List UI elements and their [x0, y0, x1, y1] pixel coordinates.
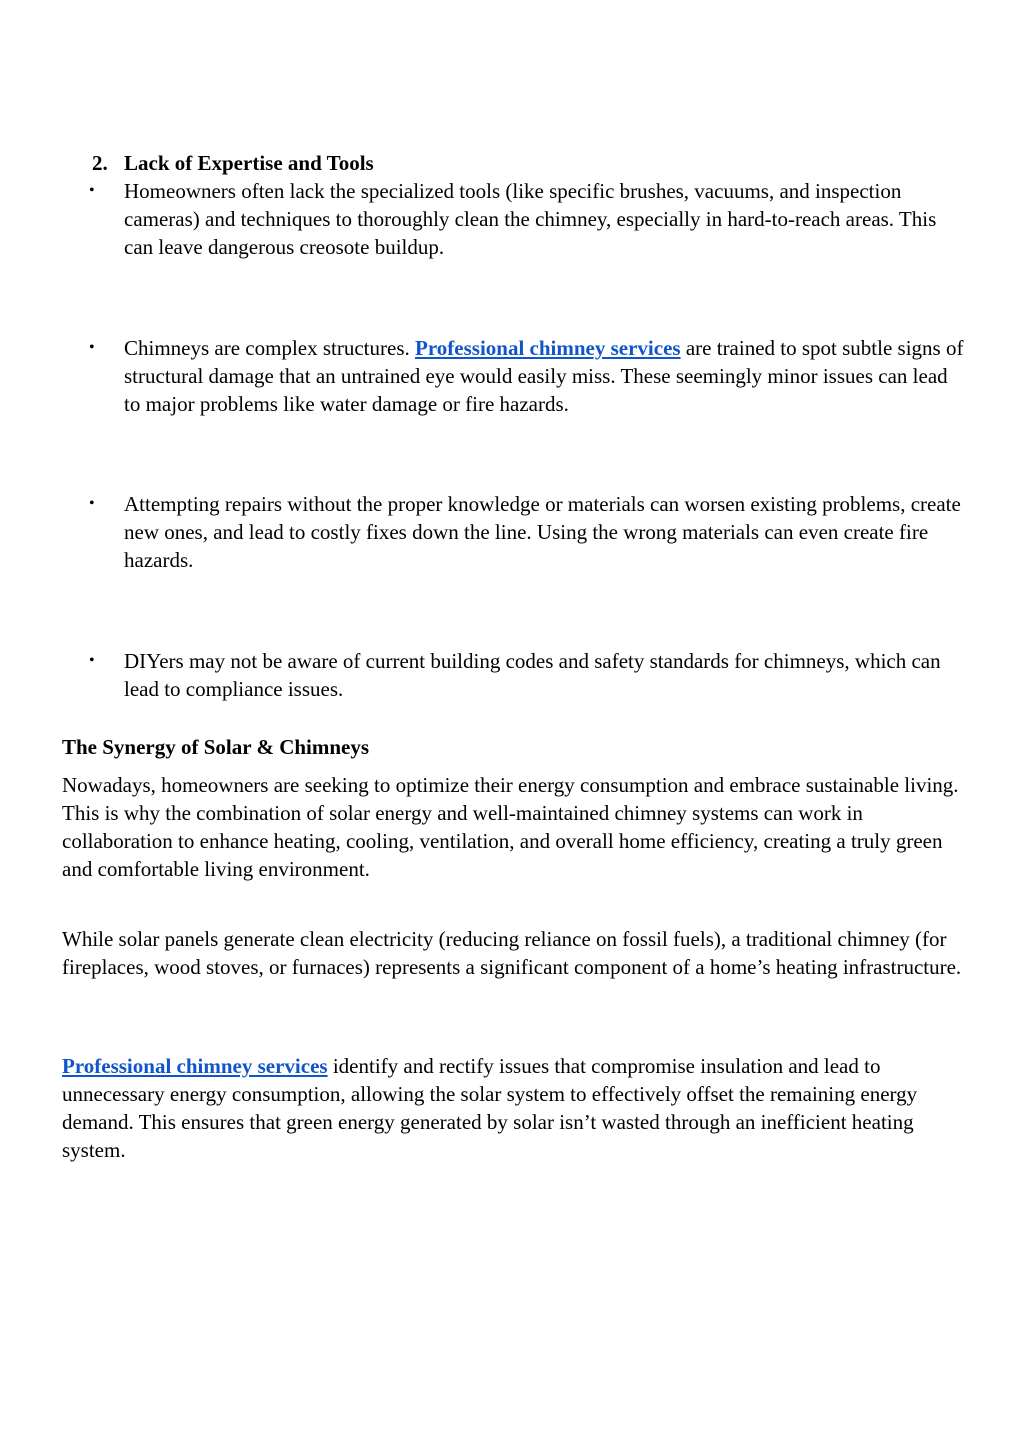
bullet-icon: • — [89, 652, 95, 669]
list-item — [89, 177, 969, 261]
list-item-text — [124, 334, 969, 418]
bullet-icon: • — [89, 495, 95, 512]
list-item-text-before: Chimneys are complex structures. — [124, 336, 416, 360]
section-title: Lack of Expertise and Tools — [124, 151, 374, 175]
list-item — [89, 490, 969, 574]
list-item-text: DIYers may not be aware of current building codes and safety standards for chimneys, which can lead to compliance issues. — [124, 649, 941, 701]
synergy-paragraph-3 — [62, 1052, 967, 1164]
list-item — [89, 647, 969, 703]
synergy-heading: The Synergy of Solar & Chimneys — [62, 735, 370, 759]
synergy-paragraph-2: While solar panels generate clean electricity (reducing reliance on fossil fuels), a traditional chimney (for fireplaces, wood stoves, or furnaces) represents a significant component of a home’s heating infrastructure. — [62, 927, 962, 979]
paragraph-text-after: identify and rectify issues that compromise insulation and lead to unnecessary energy consumption, allowing the solar system to effectively offset the remaining energy demand. This ensures that green energy generated by solar isn’t wasted through an inefficient heating system. — [62, 1054, 918, 1162]
list-item-text: Homeowners often lack the specialized tools (like specific brushes, vacuums, and inspection cameras) and techniques to thoroughly clean the chimney, especially in hard-to-reach areas. This can leave dangerous creosote buildup. — [124, 179, 937, 259]
list-number: 2. — [92, 151, 108, 175]
bullet-icon: • — [89, 182, 95, 199]
synergy-paragraph-1: Nowadays, homeowners are seeking to optimize their energy consumption and embrace sustainable living. This is why the combination of solar energy and well-maintained chimney systems can work in collaboration to enhance heating, cooling, ventilation, and overall home efficiency, creating a truly green and comfortable living environment. — [62, 773, 959, 881]
section-heading-lack-of-expertise — [92, 149, 374, 177]
list-item — [89, 334, 969, 418]
list-item-text: Attempting repairs without the proper knowledge or materials can worsen existing problems, create new ones, and lead to costly fixes down the line. Using the wrong materials can even create fire hazards. — [124, 492, 961, 572]
list-item-text-after: are trained to spot subtle signs of structural damage that an untrained eye would easily miss. These seemingly minor issues can lead to major problems like water damage or fire hazards. — [124, 336, 964, 416]
professional-chimney-services-link[interactable]: Professional chimney services — [62, 1054, 328, 1078]
bullet-icon: • — [89, 339, 95, 356]
professional-chimney-services-link[interactable]: Professional chimney services — [415, 336, 681, 360]
